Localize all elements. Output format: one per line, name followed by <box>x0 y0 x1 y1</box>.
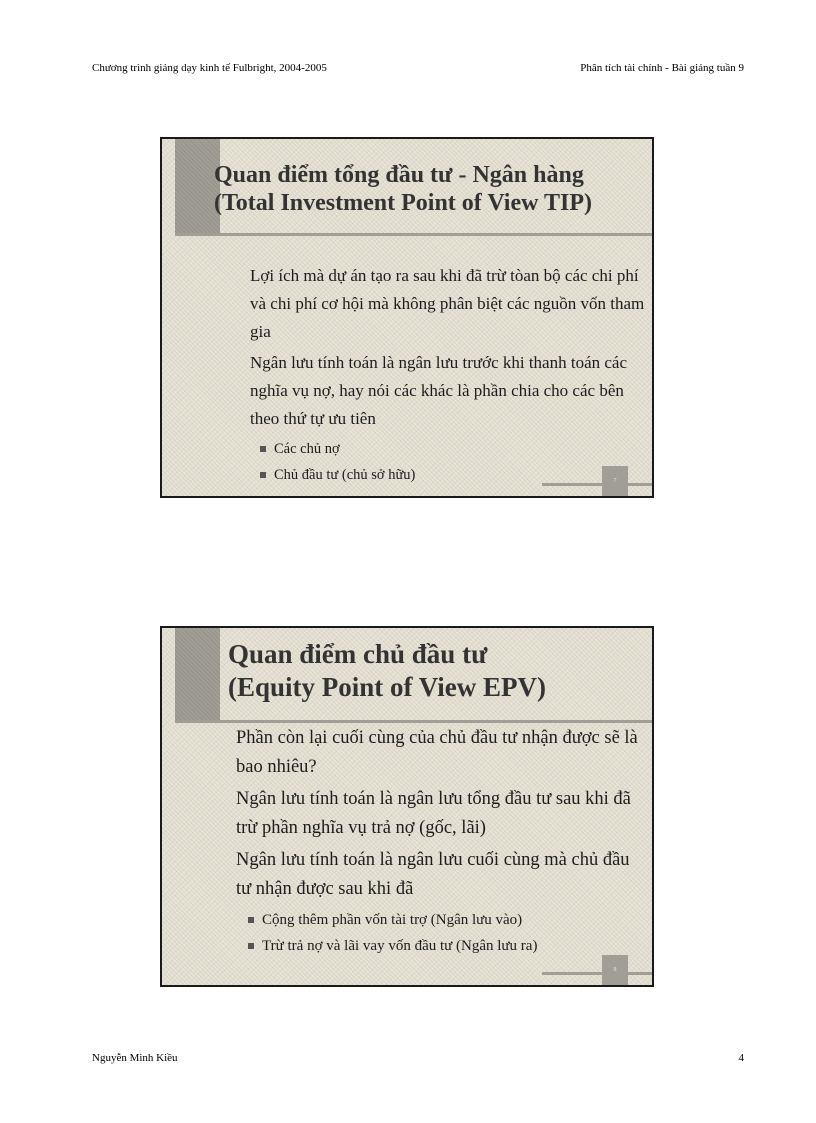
sub-bullet-item <box>248 907 646 933</box>
square-bullet-icon <box>248 917 254 923</box>
slide-epv <box>160 626 654 987</box>
slide-paragraph: Lợi ích mà dự án tạo ra sau khi đã trừ tòan bộ các chi phí và chi phí cơ hội mà không phân biệt các nguồn vốn tham gia <box>250 266 645 341</box>
sub-bullet-text: Chủ đầu tư (chủ sở hữu) <box>274 467 416 483</box>
page-footer-author: Nguyễn Minh Kiều <box>92 1052 178 1064</box>
slide-number: 8 <box>602 955 628 985</box>
page-number: 4 <box>738 1052 744 1064</box>
slide-corner-rule <box>542 972 652 975</box>
slide-title <box>214 161 592 218</box>
sub-bullet-text: Cộng thêm phần vốn tài trợ (Ngân lưu vào) <box>262 912 523 928</box>
square-bullet-icon <box>260 446 266 452</box>
slide-body <box>250 262 648 488</box>
slide-accent-rule <box>175 233 654 236</box>
slide-corner-rule <box>542 483 652 486</box>
slide-accent-rule <box>175 720 654 723</box>
slide-title-line1: Quan điểm tổng đầu tư - Ngân hàng <box>214 162 584 188</box>
page-header-course: Chương trình giảng dạy kinh tế Fulbright, 2004-2005 <box>92 62 327 74</box>
sub-bullet-item <box>260 436 648 462</box>
slide-number: 7 <box>602 466 628 496</box>
slide-title <box>228 638 546 704</box>
slide-tip <box>160 137 654 498</box>
slide-paragraph: Ngân lưu tính toán là ngân lưu trước khi thanh toán các nghĩa vụ nợ, hay nói các khác là phần chia cho các bên theo thứ tự ưu tiên <box>250 353 628 428</box>
sub-bullet-item <box>248 933 646 959</box>
sub-bullet-text: Trừ trả nợ và lãi vay vốn đầu tư (Ngân lưu ra) <box>262 938 538 954</box>
slide-paragraph: Ngân lưu tính toán là ngân lưu cuối cùng mà chủ đầu tư nhận được sau khi đã <box>236 850 630 899</box>
square-bullet-icon <box>260 472 266 478</box>
slide-body <box>236 724 646 959</box>
slide-title-line1: Quan điểm chủ đầu tư <box>228 639 488 669</box>
slide-accent-block <box>175 628 220 723</box>
slide-title-line2: (Equity Point of View EPV) <box>228 671 547 702</box>
sub-bullet-text: Các chủ nợ <box>274 441 340 457</box>
slide-title-line2: (Total Investment Point of View TIP) <box>214 190 592 217</box>
slide-paragraph: Phần còn lại cuối cùng của chủ đầu tư nhận được sẽ là bao nhiêu? <box>236 728 638 777</box>
square-bullet-icon <box>248 943 254 949</box>
page-header-lecture: Phân tích tài chính - Bài giảng tuần 9 <box>580 62 744 74</box>
slide-paragraph: Ngân lưu tính toán là ngân lưu tổng đầu tư sau khi đã trừ phần nghĩa vụ trả nợ (gốc, lãi) <box>236 789 631 838</box>
